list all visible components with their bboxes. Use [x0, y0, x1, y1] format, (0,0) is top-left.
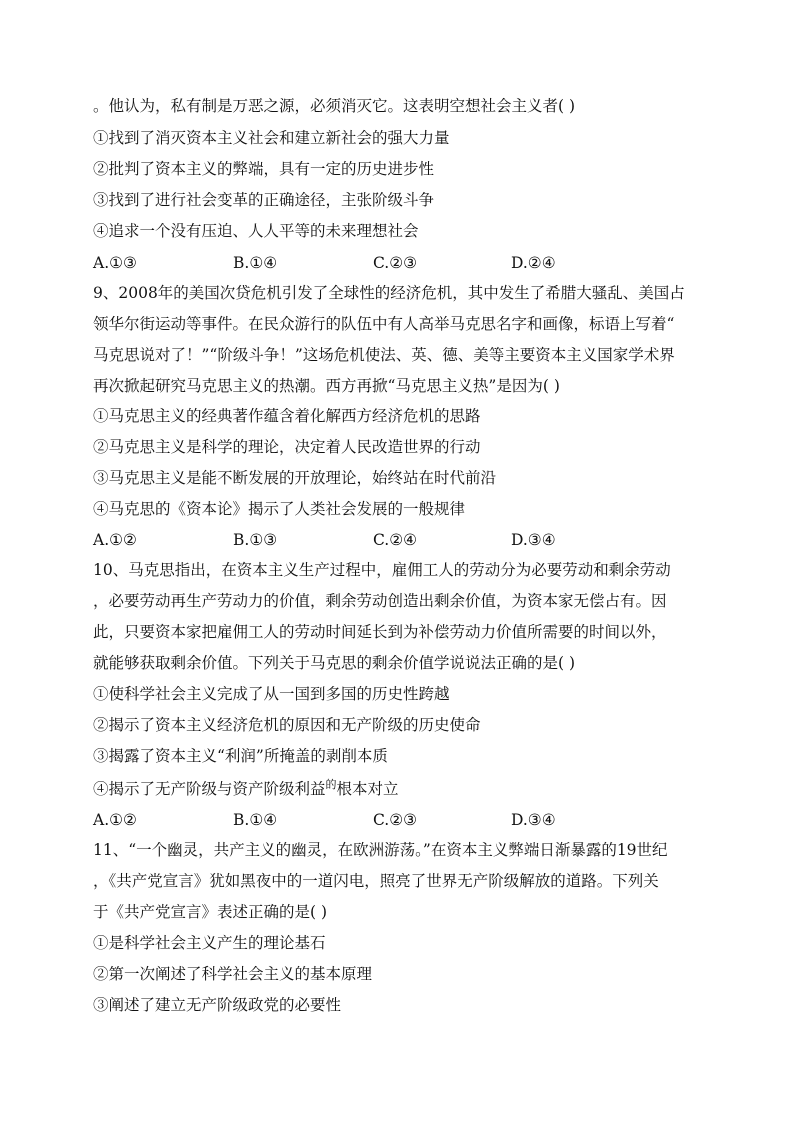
q10-option-4-superscript: 的 — [325, 778, 337, 791]
q11-stem-line-1: 11、“一个幽灵，共产主义的幽灵，在欧洲游荡。”在资本主义弊端日渐暴露的19世纪 — [93, 841, 668, 859]
q9-stem-line-2: 领华尔街运动等事件。在民众游行的队伍中有人高举马克思名字和画像，标语上写着“ — [93, 315, 675, 333]
q8-choices — [93, 252, 713, 274]
q11-option-3: ③阐述了建立无产阶级政党的必要性 — [93, 996, 342, 1014]
q11-stem-line-3: 于《共产党宣言》表述正确的是( ) — [93, 903, 328, 921]
q9-choice-a: A.①② — [93, 531, 137, 549]
q9-stem-line-4: 再次掀起研究马克思主义的热潮。西方再掀“马克思主义热”是因为( ) — [93, 377, 560, 395]
q8-option-4: ④追求一个没有压迫、人人平等的未来理想社会 — [93, 222, 419, 240]
q11-stem-line-2: ，《共产党宣言》犹如黑夜中的一道闪电，照亮了世界无产阶级解放的道路。下列关 — [93, 872, 659, 890]
q10-option-4 — [93, 778, 713, 802]
q10-option-4-before: ④揭示了无产阶级与资产阶级利益 — [93, 780, 326, 798]
q10-stem-line-1: 10、马克思指出，在资本主义生产过程中，雇佣工人的劳动分为必要劳动和剩余劳动 — [93, 561, 671, 579]
q10-option-3: ③揭露了资本主义“利润”所掩盖的剥削本质 — [93, 747, 388, 765]
q9-option-2: ②马克思主义是科学的理论，决定着人民改造世界的行动 — [93, 438, 481, 456]
q8-stem-tail: 。他认为，私有制是万恶之源，必须消灭它。这表明空想社会主义者( ) — [93, 97, 576, 115]
q9-option-4: ④马克思的《资本论》揭示了人类社会发展的一般规律 — [93, 500, 466, 518]
q8-choice-a: A.①③ — [93, 254, 137, 272]
q9-stem-line-1: 9、2008年的美国次贷危机引发了全球性的经济危机，其中发生了希腊大骚乱、美国占 — [93, 284, 685, 302]
q10-choice-d: D.③④ — [511, 811, 556, 829]
q9-option-3: ③马克思主义是能不断发展的开放理论，始终站在时代前沿 — [93, 469, 497, 487]
q10-choice-c: C.②③ — [373, 811, 418, 829]
q10-option-4-after: 根本对立 — [336, 780, 399, 798]
q10-stem-line-3: 此，只要资本家把雇佣工人的劳动时间延长到为补偿劳动力价值所需要的时间以外， — [93, 623, 667, 641]
q11-option-2: ②第一次阐述了科学社会主义的基本原理 — [93, 965, 373, 983]
q10-choice-b: B.①④ — [233, 811, 278, 829]
q10-choices — [93, 809, 713, 831]
q9-option-1: ①马克思主义的经典著作蕴含着化解西方经济危机的思路 — [93, 407, 481, 425]
q10-stem-line-2: ，必要劳动再生产劳动力的价值，剩余劳动创造出剩余价值，为资本家无偿占有。因 — [93, 592, 667, 610]
q10-stem-line-4: 就能够获取剩余价值。下列关于马克思的剩余价值学说说法正确的是( ) — [93, 654, 576, 672]
q9-choice-d: D.③④ — [511, 531, 556, 549]
q8-choice-d: D.②④ — [511, 254, 556, 272]
q8-option-2: ②批判了资本主义的弊端，具有一定的历史进步性 — [93, 160, 435, 178]
q9-choice-b: B.①③ — [233, 531, 278, 549]
q9-choices — [93, 529, 713, 551]
q10-option-2: ②揭示了资本主义经济危机的原因和无产阶级的历史使命 — [93, 716, 481, 734]
q8-option-3: ③找到了进行社会变革的正确途径，主张阶级斗争 — [93, 191, 435, 209]
q10-choice-a: A.①② — [93, 811, 137, 829]
q8-choice-c: C.②③ — [373, 254, 418, 272]
q9-stem-line-3: 马克思说对了！”“阶级斗争！”这场危机使法、英、德、美等主要资本主义国家学术界 — [93, 346, 675, 364]
q9-choice-c: C.②④ — [373, 531, 418, 549]
q8-option-1: ①找到了消灭资本主义社会和建立新社会的强大力量 — [93, 129, 450, 147]
q10-option-1: ①使科学社会主义完成了从一国到多国的历史性跨越 — [93, 685, 450, 703]
q11-option-1: ①是科学社会主义产生的理论基石 — [93, 934, 326, 952]
q8-choice-b: B.①④ — [233, 254, 278, 272]
